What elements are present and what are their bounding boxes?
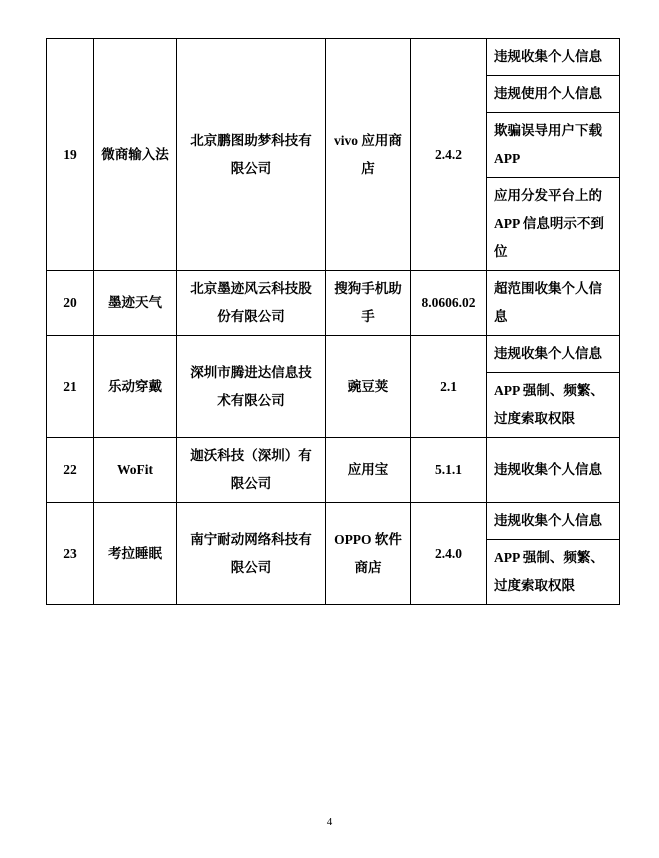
issue-row bbox=[487, 540, 619, 605]
store-cell bbox=[326, 438, 411, 503]
issues-cell bbox=[487, 271, 620, 336]
issue-row bbox=[487, 113, 619, 178]
app-name: WoFit bbox=[117, 462, 153, 477]
version-cell bbox=[411, 271, 487, 336]
issue-text: 欺骗误导用户下载 APP bbox=[487, 113, 619, 178]
version-cell bbox=[411, 336, 487, 438]
version-number: 8.0606.02 bbox=[421, 295, 476, 310]
page-number: 4 bbox=[326, 816, 333, 828]
store-name: OPPO 软件商店 bbox=[334, 531, 402, 575]
company-cell bbox=[177, 503, 326, 605]
row-index: 20 bbox=[63, 295, 77, 310]
issues-list bbox=[487, 503, 619, 604]
issues-cell bbox=[487, 503, 620, 605]
company-name: 南宁耐动网络科技有限公司 bbox=[190, 531, 312, 575]
issues-list bbox=[487, 39, 619, 270]
issues-list bbox=[487, 271, 619, 335]
store-name: 搜狗手机助手 bbox=[334, 281, 402, 324]
row-index: 22 bbox=[63, 462, 77, 477]
issue-row bbox=[487, 452, 619, 488]
issue-text: APP 强制、频繁、过度索取权限 bbox=[494, 383, 604, 426]
app-name-cell bbox=[94, 271, 177, 336]
company-cell bbox=[177, 438, 326, 503]
row-index-cell bbox=[47, 438, 94, 503]
store-cell bbox=[326, 39, 411, 271]
version-number: 5.1.1 bbox=[435, 462, 462, 477]
row-index-cell bbox=[47, 503, 94, 605]
version-cell bbox=[411, 503, 487, 605]
app-name: 乐动穿戴 bbox=[108, 378, 162, 394]
app-name: 考拉睡眠 bbox=[108, 545, 162, 561]
row-index: 19 bbox=[63, 146, 77, 162]
company-name: 深圳市腾进达信息技术有限公司 bbox=[190, 364, 312, 408]
version-number: 2.1 bbox=[440, 378, 457, 394]
issue-row bbox=[487, 178, 619, 271]
company-cell bbox=[177, 271, 326, 336]
issue-row bbox=[487, 373, 619, 438]
issues-cell bbox=[487, 336, 620, 438]
row-index: 21 bbox=[63, 378, 77, 394]
row-index-cell bbox=[47, 271, 94, 336]
app-name-cell bbox=[94, 438, 177, 503]
app-violations-table bbox=[46, 38, 620, 605]
company-name: 迦沃科技（深圳）有限公司 bbox=[190, 448, 312, 491]
app-name-cell bbox=[94, 39, 177, 271]
store-cell bbox=[326, 271, 411, 336]
app-name: 墨迹天气 bbox=[108, 295, 162, 310]
company-name: 北京鹏图助梦科技有限公司 bbox=[190, 132, 312, 176]
issue-row bbox=[487, 76, 619, 113]
issue-row bbox=[487, 39, 619, 76]
issues-cell bbox=[487, 39, 620, 271]
version-cell bbox=[411, 39, 487, 271]
row-index: 23 bbox=[63, 545, 77, 561]
version-cell bbox=[411, 438, 487, 503]
table-row bbox=[47, 438, 620, 503]
store-cell bbox=[326, 336, 411, 438]
table-row bbox=[47, 503, 620, 605]
app-name-cell bbox=[94, 503, 177, 605]
company-name: 北京墨迹风云科技股份有限公司 bbox=[190, 281, 312, 324]
issue-text: APP 强制、频繁、过度索取权限 bbox=[494, 550, 604, 593]
app-name-cell bbox=[94, 336, 177, 438]
issue-text: 违规收集个人信息 bbox=[487, 503, 619, 540]
store-cell bbox=[326, 503, 411, 605]
app-name: 微商输入法 bbox=[101, 146, 169, 162]
row-index-cell bbox=[47, 39, 94, 271]
store-name: 应用宝 bbox=[347, 462, 389, 477]
table-row bbox=[47, 39, 620, 271]
issue-text: 超范围收集个人信息 bbox=[494, 281, 602, 324]
issue-text: 应用分发平台上的 APP 信息明示不到位 bbox=[494, 188, 604, 259]
issue-text: 违规收集个人信息 bbox=[487, 336, 619, 373]
issues-cell bbox=[487, 438, 620, 503]
issues-list bbox=[487, 452, 619, 488]
table-row bbox=[47, 271, 620, 336]
issue-text: 违规使用个人信息 bbox=[487, 76, 619, 113]
version-number: 2.4.2 bbox=[435, 146, 462, 162]
issues-list bbox=[487, 336, 619, 437]
issue-row bbox=[487, 271, 619, 335]
store-name: 豌豆荚 bbox=[347, 378, 389, 394]
issue-row bbox=[487, 336, 619, 373]
company-cell bbox=[177, 39, 326, 271]
company-cell bbox=[177, 336, 326, 438]
version-number: 2.4.0 bbox=[435, 545, 462, 561]
table-row bbox=[47, 336, 620, 438]
row-index-cell bbox=[47, 336, 94, 438]
issue-row bbox=[487, 503, 619, 540]
issue-text: 违规收集个人信息 bbox=[494, 462, 602, 477]
issue-text: 违规收集个人信息 bbox=[487, 39, 619, 76]
store-name: vivo 应用商店 bbox=[334, 132, 402, 176]
